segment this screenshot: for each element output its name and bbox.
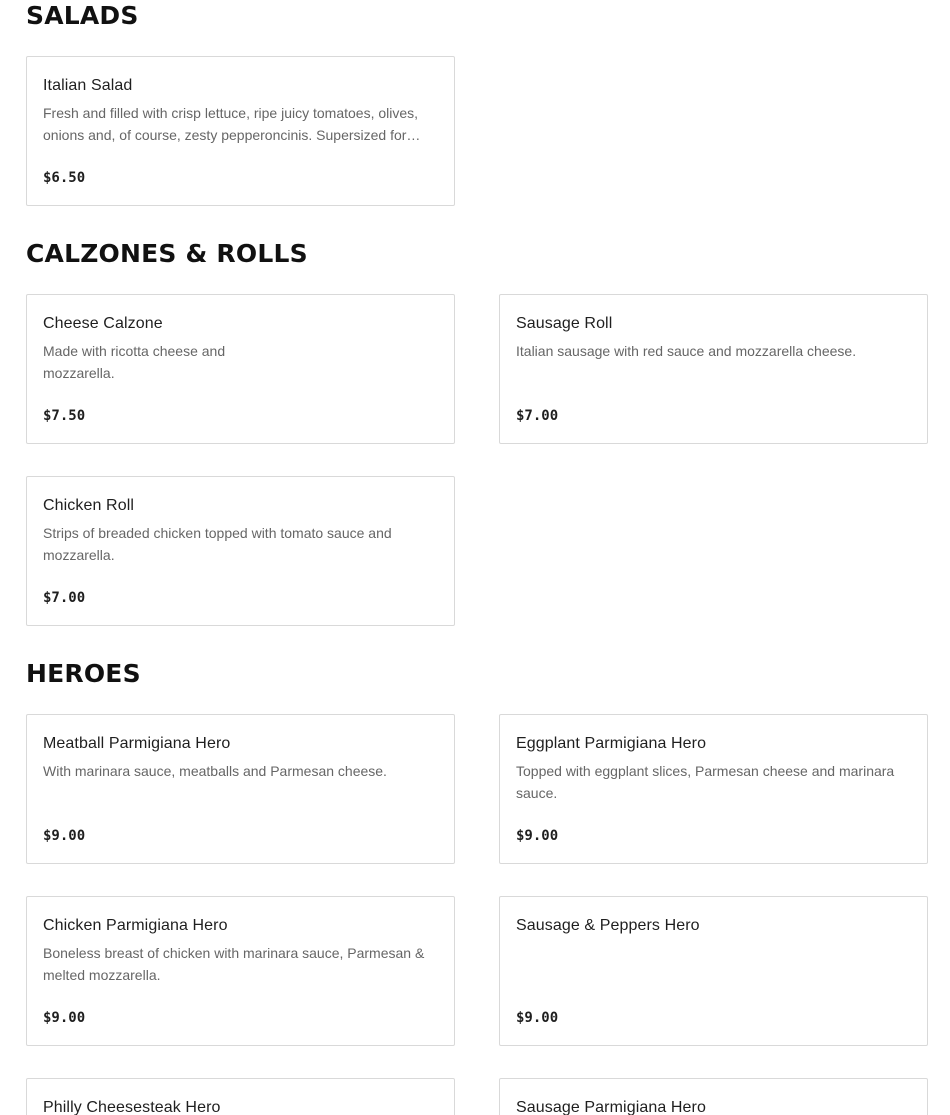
menu-item-name: Sausage & Peppers Hero: [516, 917, 700, 934]
menu-item-name: Chicken Parmigiana Hero: [43, 917, 228, 934]
menu-item-price: $7.50: [43, 408, 86, 424]
menu-item-name: Meatball Parmigiana Hero: [43, 735, 231, 752]
menu-item-card[interactable]: [499, 896, 928, 1046]
menu-item-name: Cheese Calzone: [43, 315, 163, 332]
menu-item-description: Strips of breaded chicken topped with tomato sauce and mozzarella.: [43, 525, 392, 563]
menu-item-card[interactable]: [26, 294, 455, 444]
section-title-heroes: HEROES: [26, 659, 141, 688]
menu-item-card[interactable]: [26, 714, 455, 864]
menu-item-card[interactable]: [26, 1078, 455, 1115]
menu-item-description: Made with ricotta cheese and mozzarella.: [43, 343, 226, 381]
menu-item-name: Italian Salad: [43, 77, 133, 94]
menu-item-price: $9.00: [516, 828, 559, 844]
menu-item-card[interactable]: [499, 294, 928, 444]
menu-item-price: $7.00: [43, 590, 86, 606]
menu-item-name: Sausage Roll: [516, 315, 613, 332]
menu-item-name: Philly Cheesesteak Hero: [43, 1099, 221, 1115]
menu-item-name: Eggplant Parmigiana Hero: [516, 735, 707, 752]
menu-item-price: $9.00: [43, 828, 86, 844]
menu-item-price: $6.50: [43, 170, 86, 186]
menu-item-card[interactable]: [26, 476, 455, 626]
menu-item-card[interactable]: [499, 714, 928, 864]
menu-item-card[interactable]: [499, 1078, 928, 1115]
menu-item-card[interactable]: [26, 56, 455, 206]
menu-item-price: $7.00: [516, 408, 559, 424]
menu-item-description: Topped with eggplant slices, Parmesan cheese and marinara sauce.: [516, 763, 895, 801]
section-title-salads: SALADS: [26, 1, 139, 30]
menu-item-price: $9.00: [516, 1010, 559, 1026]
menu-item-description: With marinara sauce, meatballs and Parmesan cheese.: [43, 763, 387, 779]
menu-item-description: Fresh and filled with crisp lettuce, ripe juicy tomatoes, olives, onions and, of course, zesty pepperoncinis. Supersized for…: [43, 105, 421, 143]
section-title-calzones-rolls: CALZONES & ROLLS: [26, 239, 308, 268]
menu-item-price: $9.00: [43, 1010, 86, 1026]
menu-item-description: Italian sausage with red sauce and mozzarella cheese.: [516, 343, 857, 359]
menu-item-description: Boneless breast of chicken with marinara sauce, Parmesan & melted mozzarella.: [43, 945, 425, 983]
menu-item-card[interactable]: [26, 896, 455, 1046]
menu-item-name: Chicken Roll: [43, 497, 135, 514]
menu-item-name: Sausage Parmigiana Hero: [516, 1099, 706, 1115]
